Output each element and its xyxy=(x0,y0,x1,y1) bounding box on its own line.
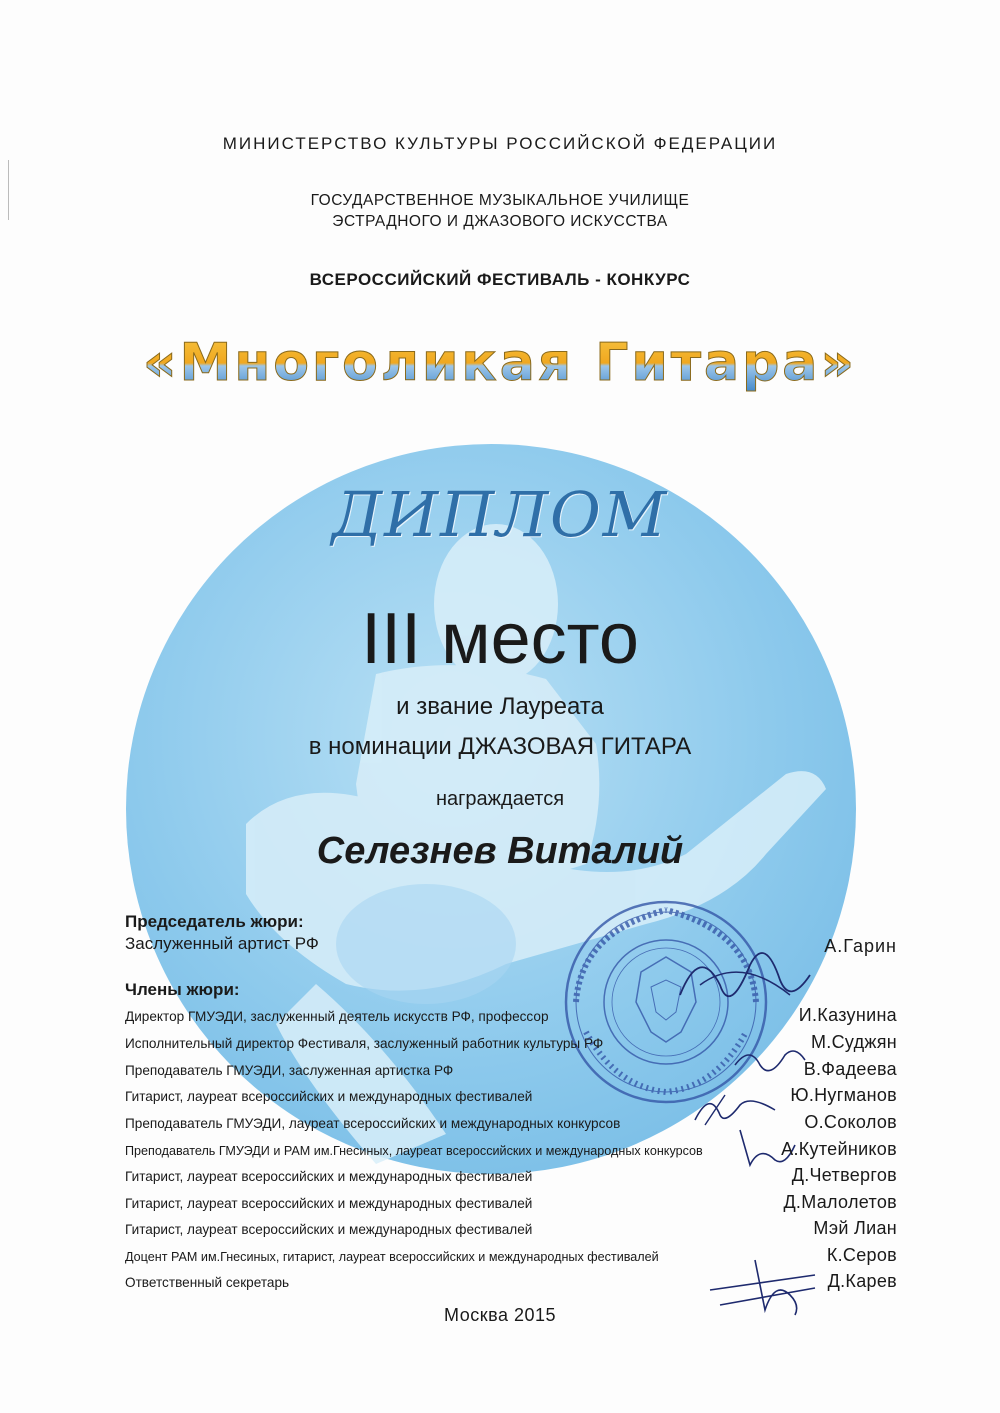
jury-member-role: Ответственный секретарь xyxy=(125,1275,290,1290)
jury-member-row xyxy=(125,1266,897,1292)
jury-member-row xyxy=(125,1213,897,1239)
jury-member-name: О.Соколов xyxy=(804,1112,897,1132)
jury-member-role: Гитарист, лауреат всероссийских и международных фестивалей xyxy=(125,1089,533,1104)
jury-member-row xyxy=(125,1187,897,1213)
jury-member-name: Д.Малолетов xyxy=(783,1192,897,1212)
jury-member-name: Д.Четвергов xyxy=(791,1165,897,1185)
jury-member-role: Директор ГМУЭДИ, заслуженный деятель искусств РФ, профессор xyxy=(125,1009,549,1024)
jury-member-row xyxy=(125,1027,897,1053)
jury-member-role: Гитарист, лауреат всероссийских и международных фестивалей xyxy=(125,1169,533,1184)
jury-chair-role: Заслуженный артист РФ xyxy=(125,934,319,953)
jury-member-role: Преподаватель ГМУЭДИ, лауреат всероссийских и международных конкурсов xyxy=(125,1116,621,1131)
jury-member-name: М.Суджян xyxy=(810,1032,897,1052)
jury-member-name: В.Фадеева xyxy=(803,1059,897,1079)
ministry-line: МИНИСТЕРСТВО КУЛЬТУРЫ РОССИЙСКОЙ ФЕДЕРАЦИИ xyxy=(222,134,778,153)
jury-member-name: К.Серов xyxy=(826,1245,897,1265)
jury-member-role: Гитарист, лауреат всероссийских и международных фестивалей xyxy=(125,1196,533,1211)
festival-line: ВСЕРОССИЙСКИЙ ФЕСТИВАЛЬ - КОНКУРС xyxy=(309,270,691,289)
jury-members-heading: Члены жюри: xyxy=(125,980,240,999)
festival-title xyxy=(100,322,900,402)
awarded-line: награждается xyxy=(435,788,565,810)
jury-member-role: Гитарист, лауреат всероссийских и международных фестивалей xyxy=(125,1222,533,1237)
jury-member-name: Мэй Лиан xyxy=(813,1218,897,1238)
jury-member-row xyxy=(125,1000,897,1026)
jury-member-role: Доцент РАМ им.Гнесиных, гитарист, лауреат всероссийских и международных фестивалей xyxy=(125,1250,659,1264)
jury-member-role: Исполнительный директор Фестиваля, заслуженный работник культуры РФ xyxy=(125,1036,604,1051)
jury-member-row xyxy=(125,1160,897,1186)
jury-member-name: Д.Карев xyxy=(827,1271,897,1291)
festival-title-text: «Многоликая Гитара» xyxy=(143,333,857,393)
jury-member-name: И.Казунина xyxy=(798,1005,897,1025)
city-year: Москва 2015 xyxy=(444,1305,556,1325)
school-line-2: ЭСТРАДНОГО И ДЖАЗОВОГО ИСКУССТВА xyxy=(332,213,668,230)
jury-member-name: Ю.Нугманов xyxy=(790,1085,897,1105)
jury-member-role: Преподаватель ГМУЭДИ и РАМ им.Гнесиных, лауреат всероссийских и международных конкурсов xyxy=(125,1144,703,1158)
jury-chair-heading: Председатель жюри: xyxy=(125,912,304,931)
nomination-line: в номинации ДЖАЗОВАЯ ГИТАРА xyxy=(308,733,692,760)
jury-member-row xyxy=(125,1054,897,1080)
place-title: III место xyxy=(361,599,639,679)
laureate-line: и звание Лауреата xyxy=(396,693,604,720)
jury-member-row xyxy=(125,1240,897,1266)
jury-member-row xyxy=(125,1107,897,1133)
diploma-heading: ДИПЛОМ xyxy=(331,478,669,551)
jury-member-role: Преподаватель ГМУЭДИ, заслуженная артистка РФ xyxy=(125,1063,454,1078)
jury-member-name: А.Кутейников xyxy=(781,1139,897,1159)
school-name xyxy=(0,190,1000,232)
jury-chair-name: А.Гарин xyxy=(824,936,897,956)
jury-member-row xyxy=(125,1134,897,1160)
recipient-name: Селезнев Виталий xyxy=(316,830,684,872)
jury-member-row xyxy=(125,1080,897,1106)
school-line-1: ГОСУДАРСТВЕННОЕ МУЗЫКАЛЬНОЕ УЧИЛИЩЕ xyxy=(310,192,690,209)
